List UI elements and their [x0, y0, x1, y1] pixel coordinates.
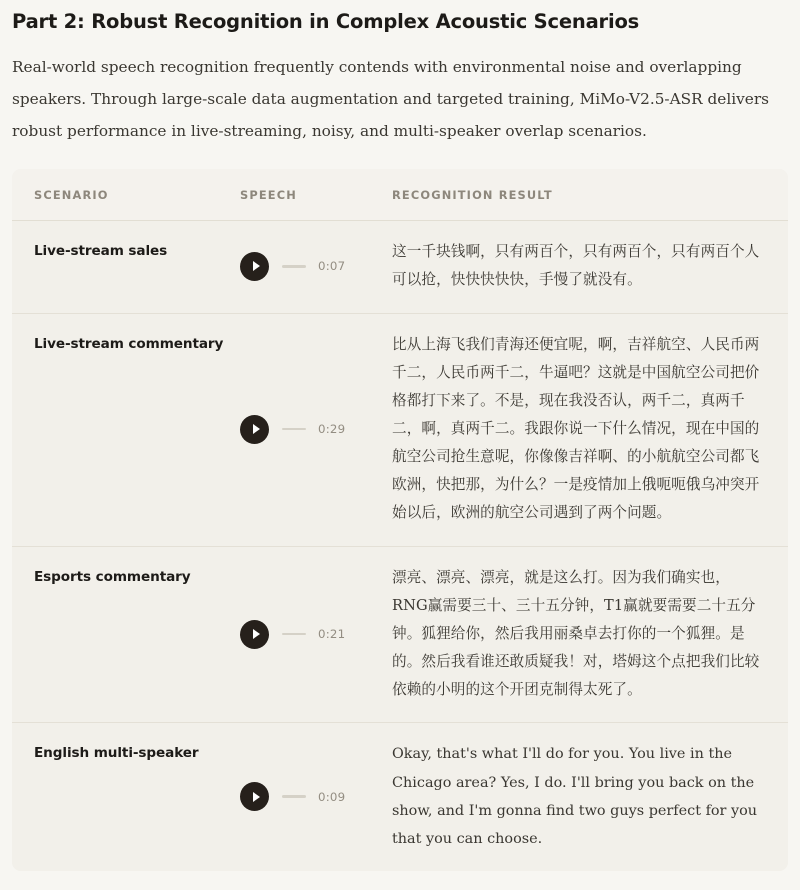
table-header-row [12, 169, 788, 221]
speech-cell [240, 331, 392, 528]
audio-duration: 0:07 [318, 259, 346, 274]
audio-duration: 0:21 [318, 627, 346, 642]
progress-track[interactable] [282, 265, 306, 268]
column-header-speech: SPEECH [240, 187, 297, 202]
column-header-scenario: SCENARIO [34, 187, 109, 202]
speech-cell [240, 564, 392, 705]
scenario-label: English multi-speaker [34, 745, 199, 762]
table-row [12, 314, 788, 547]
page-title: Part 2: Robust Recognition in Complex Acoustic Scenarios [12, 10, 640, 33]
recognition-result-text: 比从上海飞我们青海还便宜呢，啊，吉祥航空、人民币两千二，人民币两千二，牛逼吧？这就是中国航空公司把价格都打下来了。不是，现在我没否认，两千二，真两千二，啊，真两千二。我跟你说一下什么情况，现在中国的航空公司抢生意呢，你像像吉祥啊、的小航航空公司都飞欧洲，快把那，为什么？一是疫情加上俄呃呃俄乌冲突开始以后，欧洲的航空公司遇到了两个问题。 [392, 335, 760, 522]
audio-duration: 0:29 [318, 422, 346, 437]
progress-track[interactable] [282, 633, 306, 636]
intro-paragraph: Real-world speech recognition frequently contends with environmental noise and overlapping speakers. Through large-scale data augmentation and targeted training, MiMo-V2.5-ASR delivers robust performance in live-streaming, noisy, and multi-speaker overlap scenarios. [12, 58, 769, 140]
scenario-label: Esports commentary [34, 568, 191, 585]
audio-player [240, 782, 345, 811]
play-icon[interactable] [240, 252, 269, 281]
scenario-label: Live-stream sales [34, 243, 168, 260]
audio-duration: 0:09 [318, 789, 346, 804]
progress-track[interactable] [282, 795, 306, 798]
scenarios-table [12, 169, 788, 871]
column-header-recognition-result: RECOGNITION RESULT [392, 187, 553, 202]
table-row [12, 221, 788, 313]
play-icon[interactable] [240, 620, 269, 649]
scenario-label: Live-stream commentary [34, 335, 224, 352]
audio-player [240, 252, 345, 281]
play-icon[interactable] [240, 782, 269, 811]
play-triangle-icon [253, 424, 260, 434]
audio-player [240, 415, 345, 444]
speech-cell [240, 740, 392, 852]
progress-track[interactable] [282, 428, 306, 431]
recognition-result-text: 这一千块钱啊，只有两百个，只有两百个，只有两百个人可以抢，快快快快快，手慢了就没有。 [392, 243, 760, 289]
speech-cell [240, 238, 392, 294]
play-triangle-icon [253, 792, 260, 802]
recognition-result-text: Okay, that's what I'll do for you. You live in the Chicago area? Yes, I do. I'll bring you back on the show, and I'm gonna find two guys perfect for you that you can choose. [392, 746, 758, 847]
recognition-result-text: 漂亮、漂亮、漂亮，就是这么打。因为我们确实也，RNG赢需要三十、三十五分钟，T1赢就要需要二十五分钟。狐狸给你，然后我用丽桑卓去打你的一个狐狸。是的。然后我看谁还敢质疑我！对，塔姆这个点把我们比较依赖的小明的这个开团克制得太死了。 [392, 568, 760, 699]
play-icon[interactable] [240, 415, 269, 444]
audio-player [240, 620, 345, 649]
table-row [12, 723, 788, 870]
table-row [12, 547, 788, 724]
play-triangle-icon [253, 261, 260, 271]
play-triangle-icon [253, 629, 260, 639]
